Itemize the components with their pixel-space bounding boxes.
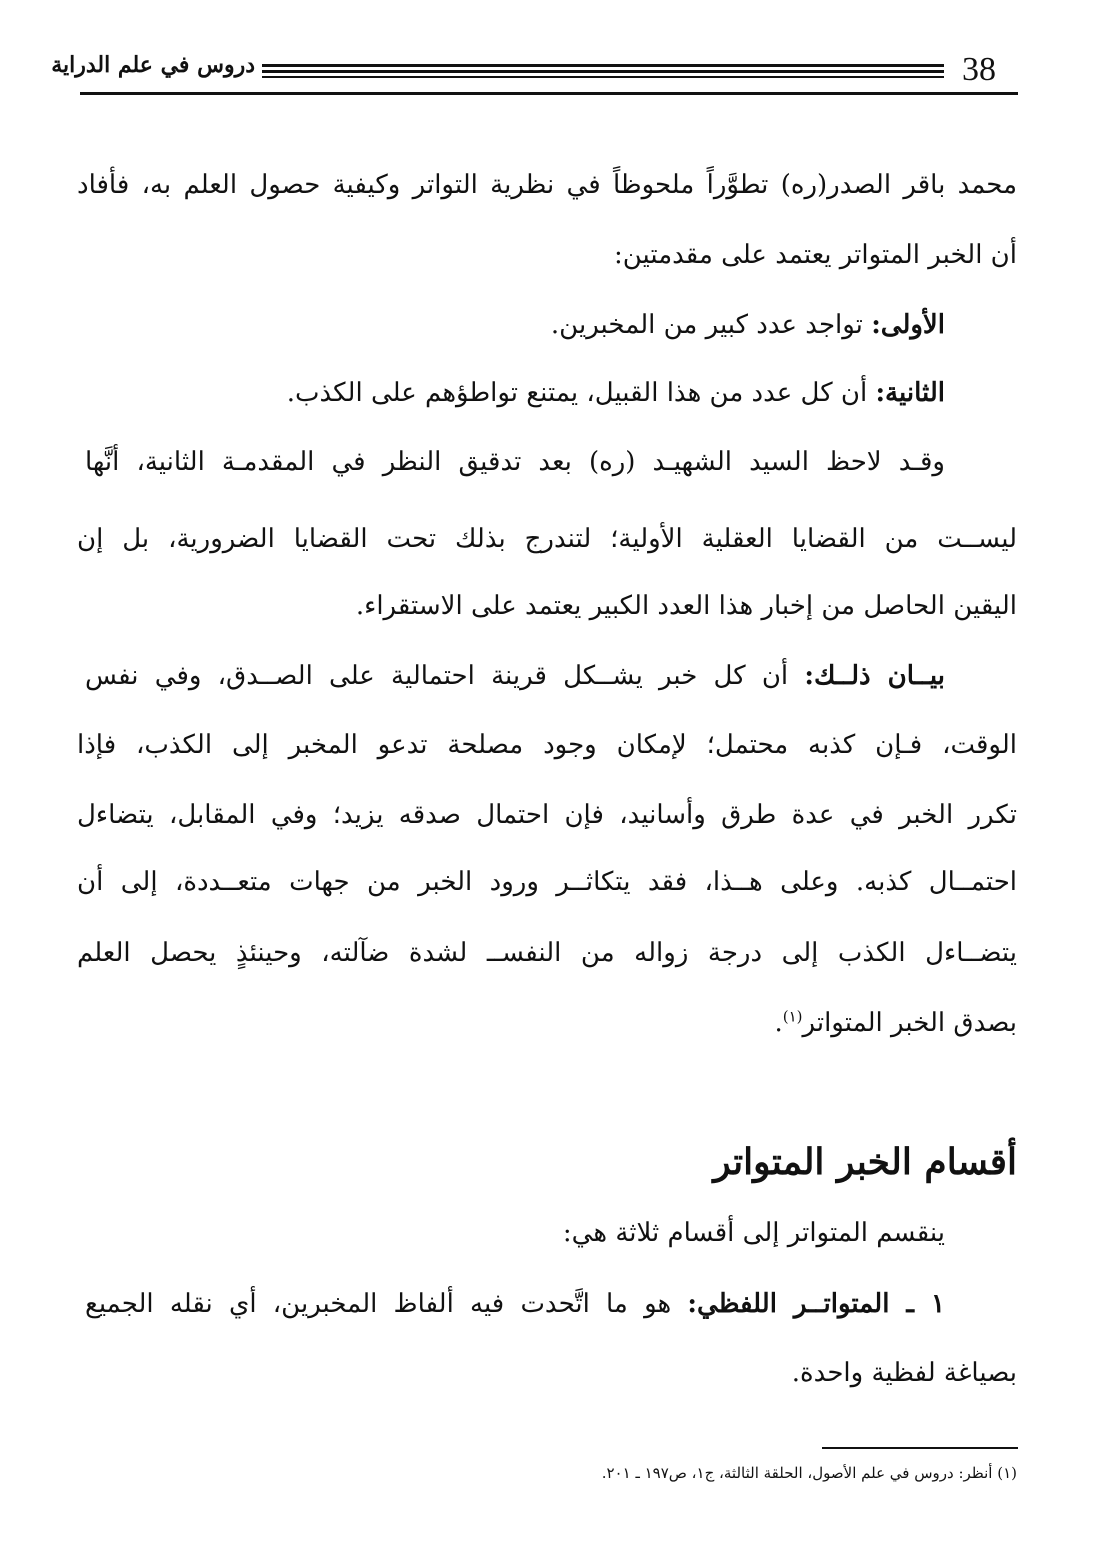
list-item-1-label: ١ ـ المتواتــر اللفظي: [687, 1289, 945, 1319]
section-heading: أقسام الخبر المتواتر [713, 1141, 1017, 1183]
body-line: يتضــاءل الكذب إلى درجة زواله من النفســ لشدة ضآلته، وحينئذٍ يحصل العلم [77, 938, 1017, 968]
book-title-text: دروس في علم الدراية [51, 52, 255, 78]
explanation-line [85, 651, 945, 701]
body-text: بصدق الخبر المتواتر [802, 1008, 1017, 1038]
premise-first [85, 300, 945, 350]
list-item-1 [85, 1279, 945, 1329]
section-intro: ينقسم المتواتر إلى أقسام ثلاثة هي: [562, 1218, 945, 1248]
footnote: (١) أنظر: دروس في علم الأصول، الحلقة الثالثة، ج١، ص١٩٧ ـ ٢٠١. [601, 1464, 1017, 1482]
premise-first-text: تواجد عدد كبير من المخبرين. [550, 310, 872, 340]
body-line: وقـد لاحظ السيد الشهيـد (ره) بعد تدقيق النظر في المقدمـة الثانية، أنَّها [85, 447, 945, 477]
footnote-marker: (١) [782, 1007, 803, 1026]
body-line: ليســت من القضايا العقلية الأولية؛ لتندرج بذلك تحت القضايا الضرورية، بل إن [77, 524, 1017, 554]
body-line-last [77, 998, 1017, 1048]
body-line: تكرر الخبر في عدة طرق وأسانيد، فإن احتمال صدقه يزيد؛ وفي المقابل، يتضاءل [77, 800, 1017, 830]
book-title-calligraphy-logo [51, 44, 255, 86]
list-item-1-continuation: بصياغة لفظية واحدة. [791, 1358, 1017, 1388]
body-line: اليقين الحاصل من إخبار هذا العدد الكبير يعتمد على الاستقراء. [355, 591, 1017, 621]
premise-second-text: أن كل عدد من هذا القبيل، يمتنع تواطؤهم على الكذب. [286, 378, 876, 408]
header-decorative-rules [262, 64, 944, 78]
footnote-divider [822, 1447, 1018, 1449]
page-number: 38 [962, 51, 996, 88]
body-text-end: . [774, 1008, 783, 1038]
premise-second [85, 368, 945, 418]
body-line: أن الخبر المتواتر يعتمد على مقدمتين: [613, 240, 1017, 270]
list-item-1-text: هو ما اتَّحدت فيه ألفاظ المخبرين، أي نقله الجميع [85, 1289, 688, 1319]
body-line: محمد باقر الصدر(ره) تطوَّراً ملحوظاً في نظرية التواتر وكيفية حصول العلم به، فأفاد [77, 170, 1017, 200]
body-line: احتمــال كذبه. وعلى هــذا، فقد يتكاثــر ورود الخبر من جهات متعــددة، إلى أن [77, 867, 1017, 897]
explanation-text: أن كل خبر يشــكل قرينة احتمالية على الصــدق، وفي نفس [85, 661, 805, 691]
explanation-label: بيــان ذلــك: [804, 661, 945, 691]
premise-second-label: الثانية: [875, 378, 945, 408]
header-divider [80, 92, 1018, 95]
body-line: الوقت، فـإن كذبه محتمل؛ لإمكان وجود مصلحة تدعو المخبر إلى الكذب، فإذا [77, 730, 1017, 760]
premise-first-label: الأولى: [871, 310, 945, 340]
